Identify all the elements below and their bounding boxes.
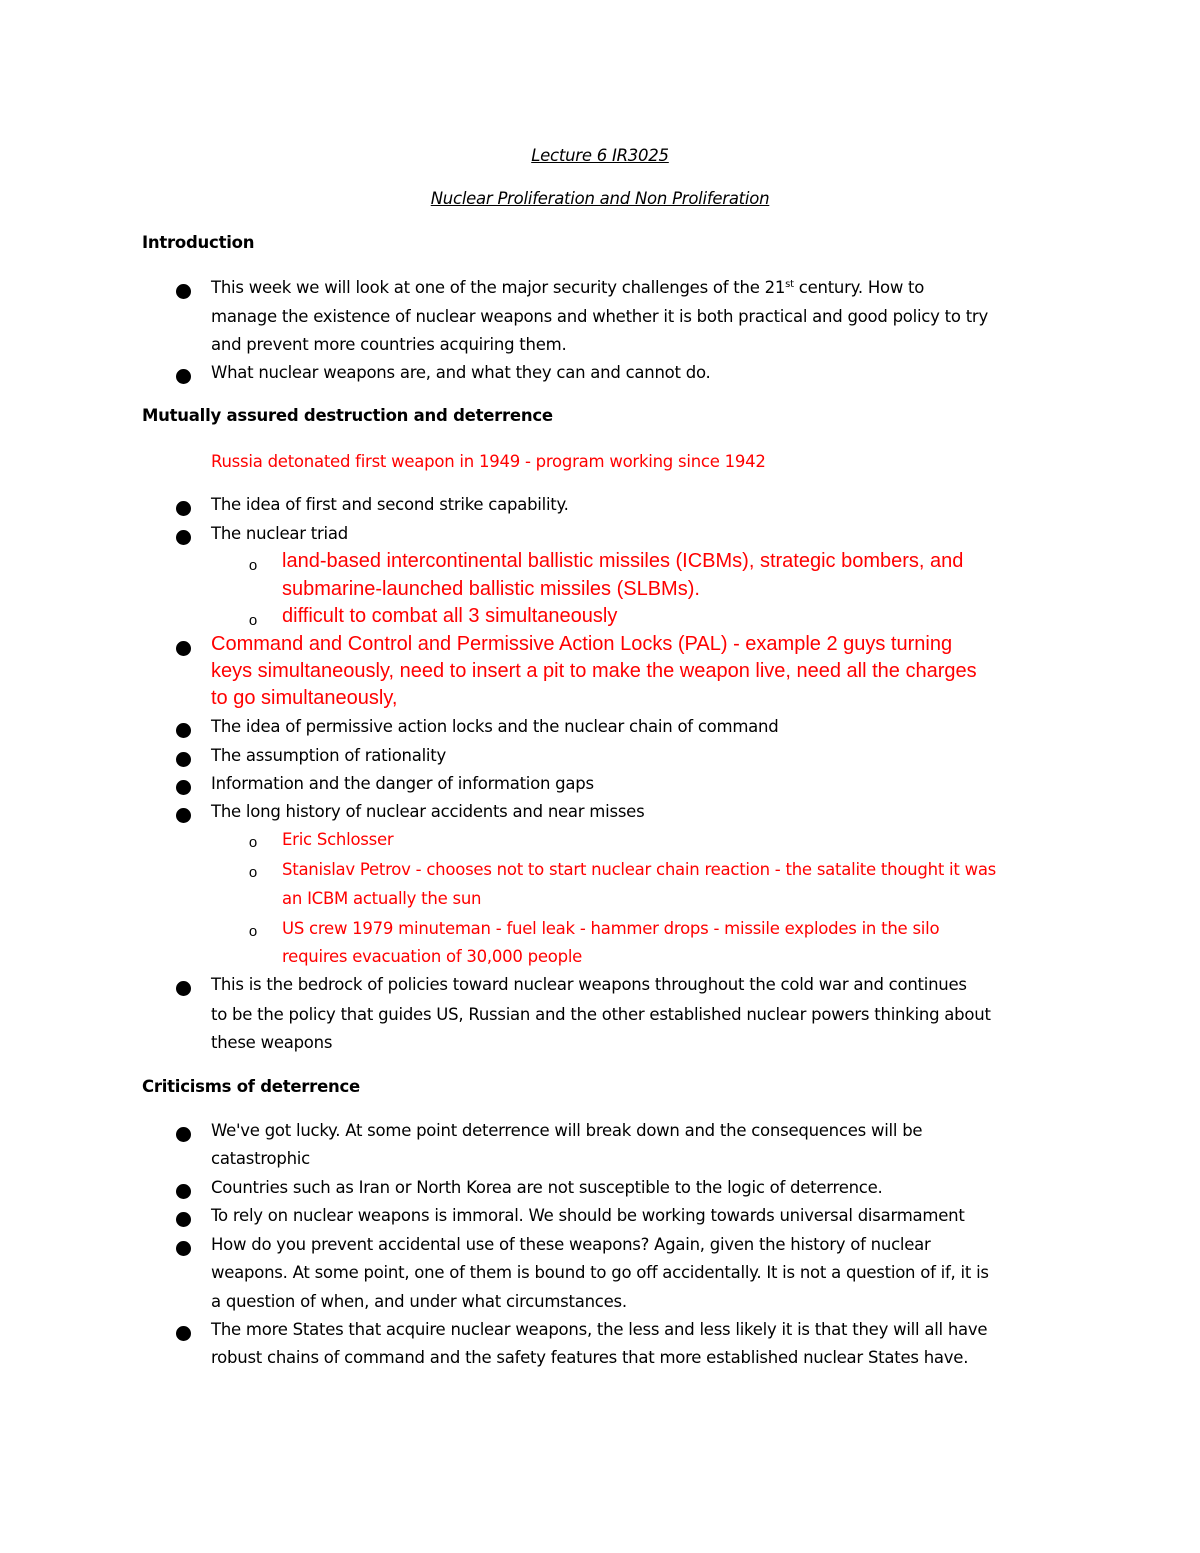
triad-sub-2: difficult to combat all 3 simultaneously (282, 605, 618, 627)
triad-sub-1-line-1: land-based intercontinental ballistic missiles (ICBMs), strategic bombers, and (282, 550, 964, 572)
mad-bullet-4: The idea of permissive action locks and the nuclear chain of command (211, 717, 779, 736)
accident-sub-2-line-1: Stanislav Petrov - chooses not to start nuclear chain reaction - the satalite thought it was (282, 860, 997, 879)
accident-sub-3-line-2: requires evacuation of 30,000 people (282, 947, 583, 966)
bullet-icon (176, 808, 191, 823)
section-heading-criticisms: Criticisms of deterrence (142, 1077, 360, 1096)
bullet-icon (176, 1127, 191, 1142)
circle-bullet-icon: o (248, 923, 258, 940)
crit-bullet-3: To rely on nuclear weapons is immoral. We should be working towards universal disarmament (211, 1206, 965, 1225)
section-heading-introduction: Introduction (142, 233, 255, 252)
intro-bullet-1-line-1: This week we will look at one of the major security challenges of the 21st century. How to (211, 278, 925, 297)
mad-bullet-3-line-2: keys simultaneously, need to insert a pit to make the weapon live, need all the charges (211, 660, 977, 682)
bullet-icon (176, 752, 191, 767)
section-heading-mad: Mutually assured destruction and deterrence (142, 406, 553, 425)
mad-bullet-8-line-2: to be the policy that guides US, Russian and the other established nuclear powers thinking about (211, 1005, 991, 1024)
bullet-icon (176, 981, 191, 996)
crit-bullet-4-line-2: weapons. At some point, one of them is bound to go off accidentally. It is not a question of if, it is (211, 1263, 989, 1282)
crit-bullet-1-line-1: We've got lucky. At some point deterrence will break down and the consequences will be (211, 1121, 923, 1140)
circle-bullet-icon: o (248, 864, 258, 881)
mad-bullet-1: The idea of first and second strike capability. (211, 495, 569, 514)
bullet-icon (176, 530, 191, 545)
accident-sub-1: Eric Schlosser (282, 830, 394, 849)
mad-bullet-7: The long history of nuclear accidents and near misses (211, 802, 645, 821)
mad-bullet-8-line-3: these weapons (211, 1033, 333, 1052)
bullet-icon (176, 723, 191, 738)
bullet-icon (176, 780, 191, 795)
mad-bullet-3-line-3: to go simultaneously, (211, 687, 398, 709)
accident-sub-2-line-2: an ICBM actually the sun (282, 889, 482, 908)
bullet-icon (176, 1241, 191, 1256)
bullet-icon (176, 501, 191, 516)
crit-bullet-1-line-2: catastrophic (211, 1149, 310, 1168)
intro-bullet-1-line-2: manage the existence of nuclear weapons and whether it is both practical and good policy to try (211, 307, 988, 326)
document-title: Lecture 6 IR3025 (531, 146, 669, 165)
circle-bullet-icon: o (248, 557, 258, 574)
intro-bullet-2: What nuclear weapons are, and what they can and cannot do. (211, 363, 711, 382)
bullet-icon (176, 1326, 191, 1341)
document-subtitle: Nuclear Proliferation and Non Proliferation (430, 189, 770, 208)
circle-bullet-icon: o (248, 612, 258, 629)
circle-bullet-icon: o (248, 834, 258, 851)
intro-bullet-1-line-3: and prevent more countries acquiring them. (211, 335, 567, 354)
bullet-icon (176, 641, 191, 656)
mad-note: Russia detonated first weapon in 1949 - program working since 1942 (211, 452, 766, 471)
triad-sub-1-line-2: submarine-launched ballistic missiles (SLBMs). (282, 578, 700, 600)
crit-bullet-5-line-2: robust chains of command and the safety features that more established nuclear States have. (211, 1348, 969, 1367)
mad-bullet-8-line-1: This is the bedrock of policies toward nuclear weapons throughout the cold war and continues (211, 975, 967, 994)
bullet-icon (176, 284, 191, 299)
bullet-icon (176, 369, 191, 384)
mad-bullet-3-line-1: Command and Control and Permissive Action Locks (PAL) - example 2 guys turning (211, 633, 953, 655)
mad-bullet-6: Information and the danger of information gaps (211, 774, 594, 793)
accident-sub-3-line-1: US crew 1979 minuteman - fuel leak - hammer drops - missile explodes in the silo (282, 919, 940, 938)
mad-bullet-5: The assumption of rationality (211, 746, 447, 765)
bullet-icon (176, 1184, 191, 1199)
mad-bullet-2: The nuclear triad (211, 524, 348, 543)
crit-bullet-4-line-1: How do you prevent accidental use of these weapons? Again, given the history of nuclear (211, 1235, 931, 1254)
crit-bullet-4-line-3: a question of when, and under what circumstances. (211, 1292, 627, 1311)
crit-bullet-2: Countries such as Iran or North Korea are not susceptible to the logic of deterrence. (211, 1178, 883, 1197)
bullet-icon (176, 1212, 191, 1227)
crit-bullet-5-line-1: The more States that acquire nuclear weapons, the less and less likely it is that they will all have (211, 1320, 988, 1339)
